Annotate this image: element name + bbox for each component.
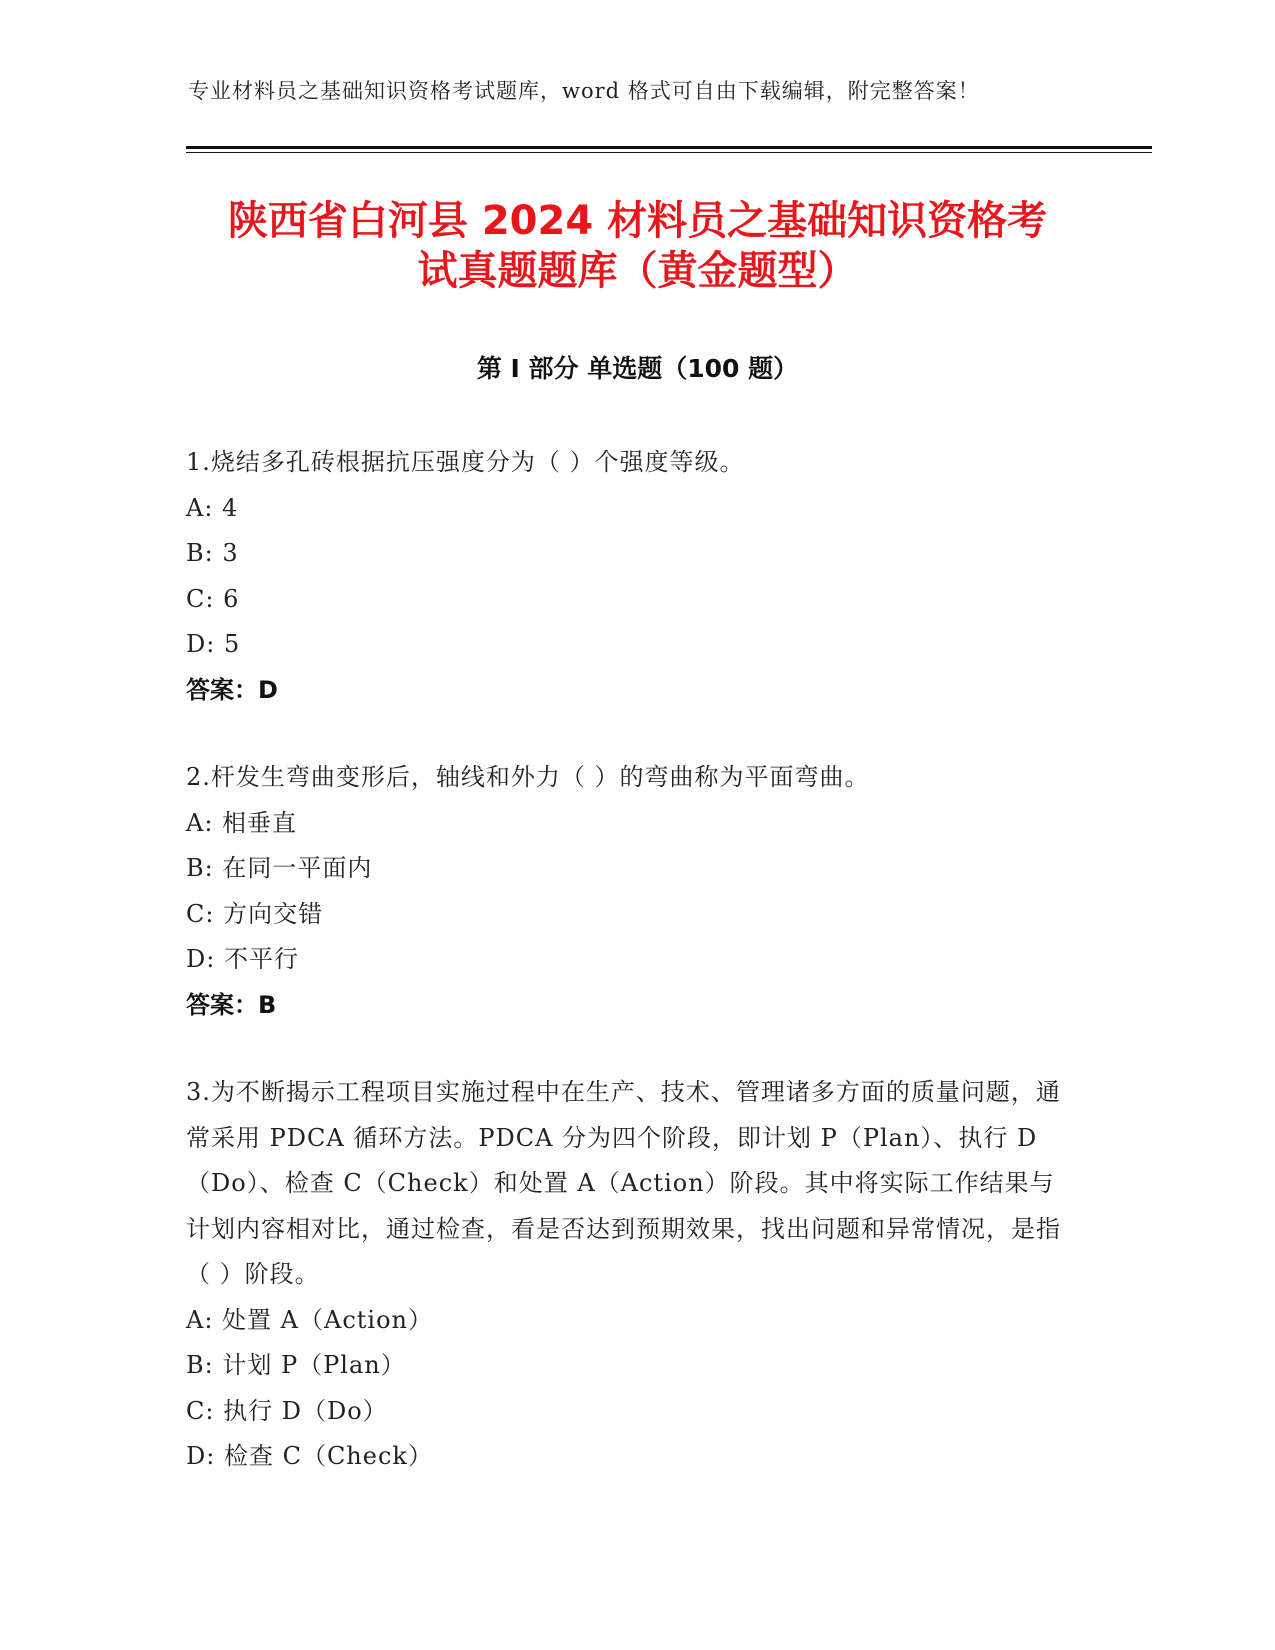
option-b: B: 计划 P（Plan） — [186, 1351, 406, 1379]
section-title: 第 I 部分 单选题（100 题） — [476, 354, 799, 383]
option-b: B: 3 — [186, 539, 239, 567]
header-note: 专业材料员之基础知识资格考试题库，word 格式可自由下载编辑，附完整答案！ — [188, 79, 980, 103]
question-stem: 1.烧结多孔砖根据抗压强度分为（ ）个强度等级。 — [186, 448, 745, 476]
option-c: C: 6 — [186, 584, 240, 613]
question-1 — [186, 440, 1086, 713]
option-c: C: 执行 D（Do） — [186, 1396, 388, 1425]
document-title — [150, 196, 1125, 296]
option-d: D: 不平行 — [186, 945, 299, 973]
option-a: A: 相垂直 — [186, 808, 298, 837]
option-a: A: 4 — [186, 493, 239, 522]
option-c: C: 方向交错 — [186, 899, 324, 928]
question-list — [186, 440, 1086, 1522]
question-stem: 3.为不断揭示工程项目实施过程中在生产、技术、管理诸多方面的质量问题，通常采用 PDCA 循环方法。PDCA 分为四个阶段，即计划 P（Plan）、执行 D（Do）、检查 C（Check）和处置 A（Action）阶段。其中将实际工作结果与计划内容相对比，通过检查，看是否达到预期效果，找出问题和异常情况，是指（ ）阶段。 — [186, 1078, 1061, 1288]
option-a: A: 处置 A（Action） — [186, 1305, 434, 1334]
option-d: D: 检查 C（Check） — [186, 1442, 433, 1470]
question-stem: 2.杆发生弯曲变形后，轴线和外力（ ）的弯曲称为平面弯曲。 — [186, 763, 870, 791]
question-2 — [186, 755, 1086, 1028]
answer: 答案：B — [186, 990, 277, 1019]
question-3 — [186, 1070, 1086, 1480]
header-divider-thick — [186, 146, 1152, 149]
document-title-line-1: 陕西省白河县 2024 材料员之基础知识资格考 — [227, 198, 1048, 244]
answer: 答案：D — [186, 675, 278, 704]
option-b: B: 在同一平面内 — [186, 854, 373, 882]
header-divider-thin — [186, 152, 1152, 153]
option-d: D: 5 — [186, 630, 241, 658]
document-title-line-2: 试真题题库（黄金题型） — [417, 248, 858, 294]
